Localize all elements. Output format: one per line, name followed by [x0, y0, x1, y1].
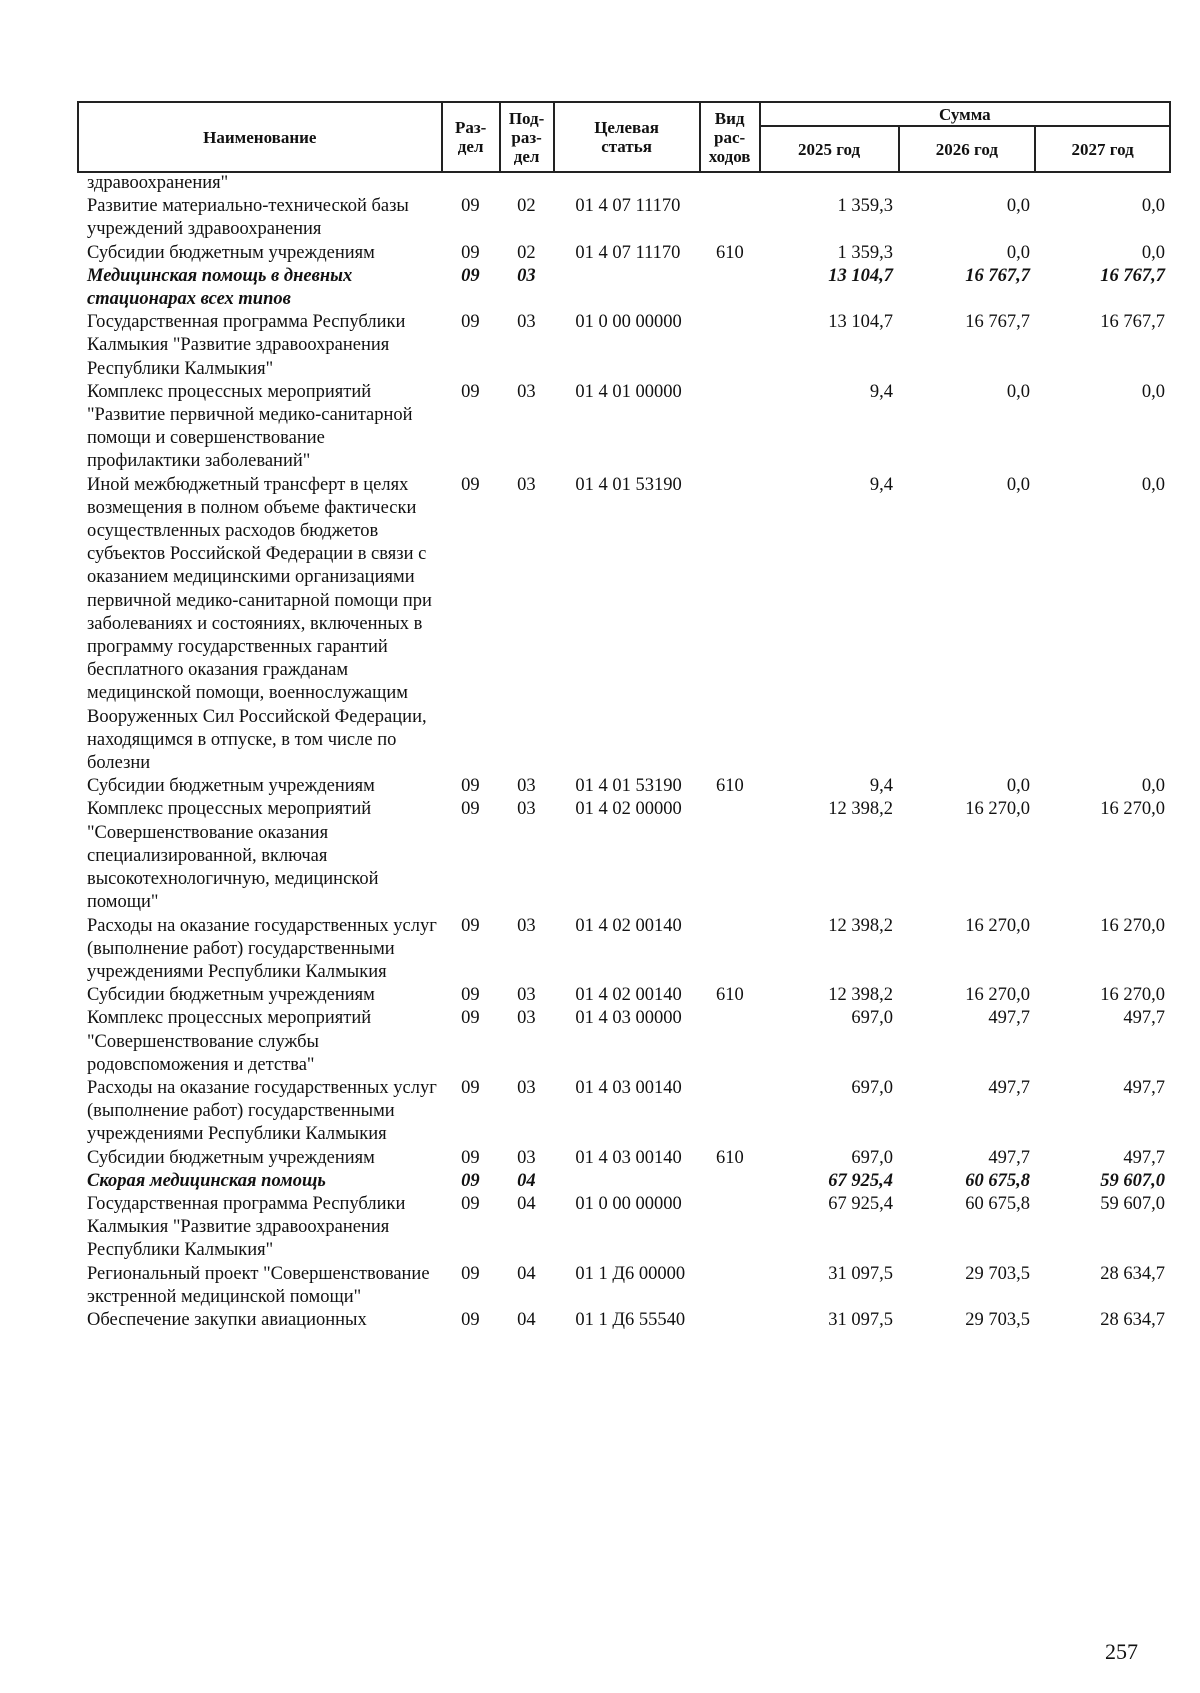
cell-target: 01 1 Д6 00000: [575, 1263, 686, 1284]
header-subsection: Под- раз- дел: [500, 102, 554, 172]
cell-target: 01 4 07 11170: [575, 242, 681, 263]
cell-target: 01 4 02 00140: [575, 985, 682, 1006]
table-row: [77, 1147, 1171, 1170]
table-row: [77, 195, 1171, 241]
cell-2025: [760, 172, 899, 195]
cell-kind: 610: [715, 1147, 744, 1168]
cell-subsection: 03: [517, 776, 536, 797]
cell-target: 01 4 01 00000: [575, 381, 682, 402]
cell-kind: [700, 1077, 760, 1147]
cell-name: Региональный проект "Совершенствование экстренной медицинской помощи": [87, 1263, 430, 1307]
cell-2025: 697,0: [851, 1008, 894, 1029]
cell-section: 09: [461, 1193, 480, 1214]
cell-section: 09: [461, 265, 480, 286]
cell-2026: 29 703,5: [965, 1309, 1031, 1330]
cell-subsection: 03: [517, 1008, 536, 1029]
cell-kind: [700, 474, 760, 776]
cell-kind: [700, 381, 760, 474]
table-row: [77, 1170, 1171, 1193]
cell-section: 09: [461, 915, 480, 936]
cell-name: Развитие материально-технической базы учреждений здравоохранения: [87, 196, 409, 240]
table-row: [77, 474, 1171, 776]
cell-2026: 60 675,8: [965, 1193, 1031, 1214]
cell-name: Субсидии бюджетным учреждениям: [87, 776, 375, 797]
cell-name: Государственная программа Республики Калмыкия "Развитие здравоохранения Республики Калмыкия": [87, 312, 406, 379]
cell-2026: 29 703,5: [965, 1263, 1031, 1284]
cell-2025: 697,0: [851, 1147, 894, 1168]
cell-2026: 16 767,7: [965, 265, 1031, 286]
cell-2025: 9,4: [869, 474, 894, 495]
cell-2026: 0,0: [1006, 474, 1031, 495]
cell-section: 09: [461, 312, 480, 333]
cell-2025: 13 104,7: [828, 265, 894, 286]
table-row: [77, 915, 1171, 985]
cell-section: 09: [461, 242, 480, 263]
cell-name: Скорая медицинская помощь: [87, 1170, 326, 1191]
cell-2025: 31 097,5: [828, 1309, 894, 1330]
cell-name: здравоохранения": [87, 173, 229, 193]
cell-2026: 497,7: [988, 1147, 1031, 1168]
cell-2027: 16 767,7: [1100, 312, 1165, 333]
table-row: [77, 242, 1171, 265]
cell-target: 01 1 Д6 55540: [575, 1309, 686, 1330]
cell-name: Комплекс процессных мероприятий "Совершенствование службы родовспоможения и детства": [87, 1008, 372, 1075]
cell-target: 01 0 00 00000: [575, 312, 682, 333]
table-row: [77, 1309, 1171, 1332]
cell-section: 09: [461, 1263, 480, 1284]
cell-2027: 16 767,7: [1100, 265, 1165, 286]
cell-2026: 0,0: [1006, 242, 1031, 263]
table-row: [77, 1263, 1171, 1309]
cell-name: Государственная программа Республики Калмыкия "Развитие здравоохранения Республики Калмыкия": [87, 1193, 406, 1261]
cell-kind: 610: [715, 242, 744, 263]
cell-2027: 16 270,0: [1100, 985, 1165, 1006]
cell-2027: 59 607,0: [1100, 1170, 1165, 1191]
cell-kind: [700, 1007, 760, 1077]
cell-2027: 0,0: [1141, 242, 1165, 263]
cell-2027: 16 270,0: [1100, 915, 1165, 936]
cell-name: Комплекс процессных мероприятий "Развитие первичной медико-санитарной помощи и совершенствование профилактики заболеваний": [87, 381, 413, 472]
cell-target: 01 4 03 00140: [575, 1147, 682, 1168]
table-row: [77, 984, 1171, 1007]
cell-target: 01 4 03 00000: [575, 1008, 682, 1029]
table-row: [77, 775, 1171, 798]
table-header: [77, 101, 1171, 173]
cell-subsection: 03: [517, 381, 536, 402]
cell-2026: 16 270,0: [965, 799, 1031, 820]
cell-subsection: [499, 172, 553, 195]
cell-kind: [700, 1309, 760, 1332]
cell-2025: 12 398,2: [828, 985, 894, 1006]
cell-2027: 28 634,7: [1100, 1309, 1165, 1330]
header-sum: Сумма: [760, 102, 1170, 126]
cell-target: 01 4 02 00000: [575, 799, 682, 820]
header-year-2027: 2027 год: [1035, 126, 1170, 172]
cell-subsection: 04: [517, 1193, 536, 1214]
cell-section: 09: [461, 799, 480, 820]
cell-target: [553, 265, 699, 311]
cell-2026: 60 675,8: [965, 1170, 1031, 1191]
cell-subsection: 04: [517, 1263, 536, 1284]
table-row: [77, 1077, 1171, 1147]
cell-name: Иной межбюджетный трансферт в целях возмещения в полном объеме фактически осуществленных расходов бюджетов субъектов Российской Федерации в связи с оказанием медицинскими организациями первичной медико-санитарной помощи при заболеваниях и состояниях, включенных в программу государственных гарантий бесплатного оказания гражданам медицинской помощи, военнослужащим Вооруженных Сил Российской Федерации, находящимся в отпуске, в том числе по болезни: [87, 474, 432, 774]
cell-kind: [700, 798, 760, 914]
cell-section: 09: [461, 474, 480, 495]
table-row: [77, 1193, 1171, 1263]
cell-2025: 31 097,5: [828, 1263, 894, 1284]
cell-subsection: 04: [517, 1170, 536, 1191]
cell-2026: 16 270,0: [965, 985, 1031, 1006]
table-row: [77, 798, 1171, 914]
cell-name: Субсидии бюджетным учреждениям: [87, 242, 375, 263]
cell-kind: [700, 1263, 760, 1309]
cell-subsection: 03: [517, 1147, 536, 1168]
cell-subsection: 03: [517, 265, 536, 286]
cell-kind: [700, 1193, 760, 1263]
cell-2027: 0,0: [1141, 776, 1165, 797]
budget-table: [77, 172, 1171, 1332]
cell-2026: 16 767,7: [965, 312, 1031, 333]
cell-2025: 9,4: [869, 776, 894, 797]
cell-subsection: 03: [517, 985, 536, 1006]
header-name: Наименование: [78, 102, 442, 172]
cell-subsection: 04: [517, 1309, 536, 1330]
cell-2026: 0,0: [1006, 196, 1031, 217]
cell-2027: 0,0: [1141, 474, 1165, 495]
cell-name: Расходы на оказание государственных услуг (выполнение работ) государственными учреждениями Республики Калмыкия: [87, 1077, 437, 1145]
cell-section: 09: [461, 1170, 480, 1191]
cell-section: 09: [461, 381, 480, 402]
cell-2026: 497,7: [988, 1008, 1031, 1029]
cell-name: Комплекс процессных мероприятий "Совершенствование оказания специализированной, включая высокотехнологичную, медицинской помощи": [87, 799, 379, 913]
header-target: Целевая статья: [554, 102, 700, 172]
cell-subsection: 02: [517, 242, 536, 263]
cell-2027: 16 270,0: [1100, 799, 1165, 820]
header-year-2026: 2026 год: [899, 126, 1036, 172]
table-row: [77, 311, 1171, 381]
cell-target: 01 4 01 53190: [575, 474, 682, 495]
cell-subsection: 03: [517, 312, 536, 333]
cell-kind: 610: [715, 776, 744, 797]
cell-section: 09: [461, 1077, 480, 1098]
cell-2026: 0,0: [1006, 776, 1031, 797]
cell-2025: 67 925,4: [828, 1170, 894, 1191]
cell-target: 01 4 02 00140: [575, 915, 682, 936]
table-row: [77, 1007, 1171, 1077]
cell-section: 09: [461, 1309, 480, 1330]
cell-2025: 12 398,2: [828, 915, 894, 936]
cell-name: Субсидии бюджетным учреждениям: [87, 985, 375, 1006]
cell-target: 01 0 00 00000: [575, 1193, 682, 1214]
table-row: [77, 381, 1171, 474]
page-number: 257: [1105, 1639, 1138, 1664]
cell-2025: 67 925,4: [828, 1193, 894, 1214]
cell-name: Медицинская помощь в дневных стационарах всех типов: [87, 265, 353, 310]
cell-2027: 59 607,0: [1100, 1193, 1165, 1214]
table-row: [77, 172, 1171, 195]
cell-subsection: 03: [517, 799, 536, 820]
cell-2026: 0,0: [1006, 381, 1031, 402]
cell-subsection: 03: [517, 474, 536, 495]
cell-kind: [700, 265, 760, 311]
cell-2027: 497,7: [1123, 1077, 1165, 1098]
cell-subsection: 03: [517, 915, 536, 936]
cell-2027: 0,0: [1141, 381, 1165, 402]
cell-section: 09: [461, 985, 480, 1006]
cell-2025: 697,0: [851, 1077, 894, 1098]
cell-target: 01 4 01 53190: [575, 776, 682, 797]
cell-2025: 12 398,2: [828, 799, 894, 820]
cell-kind: [700, 172, 760, 195]
cell-subsection: 03: [517, 1077, 536, 1098]
cell-kind: [700, 195, 760, 241]
cell-2027: 497,7: [1123, 1147, 1165, 1168]
cell-target: [553, 1170, 699, 1193]
cell-kind: [700, 915, 760, 985]
cell-2026: [899, 172, 1036, 195]
table-row: [77, 265, 1171, 311]
header-section: Раз- дел: [442, 102, 500, 172]
cell-2026: 16 270,0: [965, 915, 1031, 936]
cell-target: [553, 172, 699, 195]
cell-2025: 13 104,7: [828, 312, 894, 333]
cell-section: 09: [461, 776, 480, 797]
cell-kind: [700, 1170, 760, 1193]
cell-name: Расходы на оказание государственных услуг (выполнение работ) государственными учреждениями Республики Калмыкия: [87, 915, 437, 982]
cell-name: Субсидии бюджетным учреждениям: [87, 1147, 375, 1168]
cell-2027: 28 634,7: [1100, 1263, 1165, 1284]
cell-kind: [700, 311, 760, 381]
cell-target: 01 4 07 11170: [575, 196, 681, 217]
cell-section: 09: [461, 1147, 480, 1168]
cell-name: Обеспечение закупки авиационных: [87, 1309, 367, 1330]
cell-2025: 9,4: [869, 381, 894, 402]
header-kind: Вид рас- ходов: [700, 102, 760, 172]
cell-2025: 1 359,3: [837, 242, 894, 263]
cell-subsection: 02: [517, 196, 536, 217]
cell-section: 09: [461, 1008, 480, 1029]
cell-2027: [1036, 172, 1171, 195]
header-year-2025: 2025 год: [760, 126, 899, 172]
cell-2026: 497,7: [988, 1077, 1031, 1098]
table-body: [77, 172, 1171, 1332]
cell-target: 01 4 03 00140: [575, 1077, 682, 1098]
cell-kind: 610: [715, 985, 744, 1006]
cell-section: [441, 172, 499, 195]
cell-section: 09: [461, 196, 480, 217]
cell-2027: 0,0: [1141, 196, 1165, 217]
cell-2025: 1 359,3: [837, 196, 894, 217]
cell-2027: 497,7: [1123, 1008, 1165, 1029]
